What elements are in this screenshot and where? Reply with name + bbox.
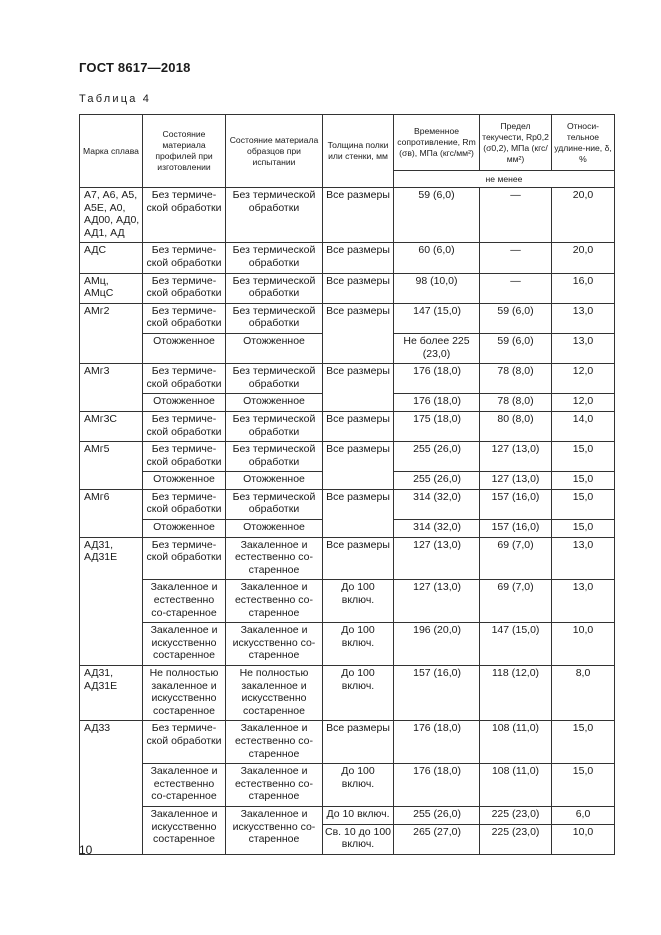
elongation-cell: 15,0 [552,520,615,538]
table-row [80,243,615,273]
yield-cell: 69 (7,0) [480,580,552,623]
thickness-cell: Все размеры [323,489,394,537]
state-profile-cell: Закаленное и искусственно состаренное [143,806,226,854]
table-row [80,303,615,333]
thickness-cell: Все размеры [323,537,394,580]
yield-cell: 225 (23,0) [480,806,552,824]
tensile-cell: 127 (13,0) [394,580,480,623]
thickness-cell: Все размеры [323,364,394,412]
tensile-cell: 176 (18,0) [394,764,480,807]
grade-cell: АМг3С [80,411,143,441]
header-tensile: Временное сопротивление, Rm (σв), МПа (кгс/мм²) [394,115,480,171]
grade-cell: АД31, АД31Е [80,537,143,665]
state-sample-cell: Не полностью закаленное и искусственно состаренное [226,666,323,721]
elongation-cell: 13,0 [552,580,615,623]
state-sample-cell: Закаленное и естественно со-старенное [226,721,323,764]
tensile-cell: 255 (26,0) [394,442,480,472]
elongation-cell: 15,0 [552,472,615,490]
table-row [80,580,615,623]
yield-cell: 127 (13,0) [480,472,552,490]
table-row [80,188,615,243]
tensile-cell: 127 (13,0) [394,537,480,580]
state-profile-cell: Без термиче-ской обработки [143,364,226,394]
tensile-cell: 196 (20,0) [394,623,480,666]
elongation-cell: 20,0 [552,188,615,243]
yield-cell: — [480,273,552,303]
state-profile-cell: Без термиче-ской обработки [143,442,226,472]
yield-cell: 108 (11,0) [480,721,552,764]
table-row [80,721,615,764]
thickness-cell: Все размеры [323,442,394,490]
grade-cell: А7, А6, А5, А5Е, А0, АД00, АД0, АД1, АД [80,188,143,243]
elongation-cell: 8,0 [552,666,615,721]
grade-cell: АМг2 [80,303,143,363]
grade-cell: АМг6 [80,489,143,537]
state-profile-cell: Закаленное и естественно со-старенное [143,764,226,807]
elongation-cell: 15,0 [552,764,615,807]
grade-cell: АД33 [80,721,143,854]
yield-cell: — [480,243,552,273]
thickness-cell: Все размеры [323,188,394,243]
header-grade: Марка сплава [80,115,143,188]
state-sample-cell: Без термической обработки [226,273,323,303]
page-number: 10 [79,843,93,857]
state-profile-cell: Отожженное [143,394,226,412]
yield-cell: 225 (23,0) [480,824,552,854]
state-profile-cell: Отожженное [143,520,226,538]
tensile-cell: 255 (26,0) [394,472,480,490]
tensile-cell: 176 (18,0) [394,364,480,394]
table-row [80,623,615,666]
properties-table [79,114,615,855]
table-row [80,666,615,721]
elongation-cell: 14,0 [552,411,615,441]
yield-cell: 157 (16,0) [480,520,552,538]
yield-cell: 147 (15,0) [480,623,552,666]
state-profile-cell: Отожженное [143,472,226,490]
state-profile-cell: Без термиче-ской обработки [143,721,226,764]
header-yield: Предел текучести, Rp0,2 (σ0,2), МПа (кгс/мм²) [480,115,552,171]
tensile-cell: 175 (18,0) [394,411,480,441]
elongation-cell: 15,0 [552,489,615,519]
tensile-cell: 176 (18,0) [394,721,480,764]
grade-cell: АД31, АД31Е [80,666,143,721]
elongation-cell: 12,0 [552,394,615,412]
state-sample-cell: Отожженное [226,333,323,363]
tensile-cell: 255 (26,0) [394,806,480,824]
state-profile-cell: Без термиче-ской обработки [143,273,226,303]
state-sample-cell: Закаленное и искусственно со-старенное [226,623,323,666]
yield-cell: 69 (7,0) [480,537,552,580]
thickness-cell: До 100 включ. [323,666,394,721]
thickness-cell: До 10 включ. [323,806,394,824]
yield-cell: 78 (8,0) [480,394,552,412]
header-state-profile: Состояние материала профилей при изготовлении [143,115,226,188]
state-profile-cell: Без термиче-ской обработки [143,411,226,441]
thickness-cell: Все размеры [323,411,394,441]
table-row [80,806,615,824]
elongation-cell: 15,0 [552,721,615,764]
thickness-cell: Все размеры [323,303,394,363]
yield-cell: 59 (6,0) [480,333,552,363]
table-row [80,537,615,580]
thickness-cell: До 100 включ. [323,623,394,666]
state-profile-cell: Закаленное и искусственно состаренное [143,623,226,666]
grade-cell: АМг3 [80,364,143,412]
thickness-cell: До 100 включ. [323,580,394,623]
state-sample-cell: Отожженное [226,394,323,412]
state-sample-cell: Без термической обработки [226,442,323,472]
state-profile-cell: Не полностью закаленное и искусственно состаренное [143,666,226,721]
elongation-cell: 15,0 [552,442,615,472]
tensile-cell: 147 (15,0) [394,303,480,333]
header-thickness: Толщина полки или стенки, мм [323,115,394,188]
elongation-cell: 13,0 [552,537,615,580]
elongation-cell: 10,0 [552,623,615,666]
state-sample-cell: Без термической обработки [226,489,323,519]
grade-cell: АМц, АМцС [80,273,143,303]
elongation-cell: 13,0 [552,303,615,333]
state-sample-cell: Отожженное [226,472,323,490]
state-sample-cell: Без термической обработки [226,243,323,273]
tensile-cell: 98 (10,0) [394,273,480,303]
tensile-cell: 59 (6,0) [394,188,480,243]
elongation-cell: 12,0 [552,364,615,394]
elongation-cell: 20,0 [552,243,615,273]
tensile-cell: Не более 225 (23,0) [394,333,480,363]
table-caption: Таблица 4 [79,93,152,105]
tensile-cell: 157 (16,0) [394,666,480,721]
grade-cell: АМг5 [80,442,143,490]
table-row [80,489,615,519]
grade-cell: АДС [80,243,143,273]
yield-cell: 157 (16,0) [480,489,552,519]
table-row [80,411,615,441]
yield-cell: 127 (13,0) [480,442,552,472]
state-sample-cell: Отожженное [226,520,323,538]
state-profile-cell: Закаленное и естественно со-старенное [143,580,226,623]
yield-cell: 78 (8,0) [480,364,552,394]
header-elongation: Относи-тельное удлине-ние, δ, % [552,115,615,171]
header-state-sample: Состояние материала образцов при испытании [226,115,323,188]
state-profile-cell: Без термиче-ской обработки [143,537,226,580]
yield-cell: 80 (8,0) [480,411,552,441]
thickness-cell: Все размеры [323,721,394,764]
elongation-cell: 10,0 [552,824,615,854]
thickness-cell: Св. 10 до 100 включ. [323,824,394,854]
table-row [80,442,615,472]
state-sample-cell: Без термической обработки [226,411,323,441]
table-row [80,273,615,303]
yield-cell: 108 (11,0) [480,764,552,807]
yield-cell: — [480,188,552,243]
state-sample-cell: Закаленное и естественно со-старенное [226,537,323,580]
state-profile-cell: Без термиче-ской обработки [143,489,226,519]
tensile-cell: 314 (32,0) [394,489,480,519]
tensile-cell: 265 (27,0) [394,824,480,854]
state-profile-cell: Без термиче-ской обработки [143,303,226,333]
yield-cell: 118 (12,0) [480,666,552,721]
table-row [80,764,615,807]
state-sample-cell: Закаленное и естественно со-старенное [226,580,323,623]
table-row [80,364,615,394]
elongation-cell: 13,0 [552,333,615,363]
elongation-cell: 6,0 [552,806,615,824]
state-sample-cell: Закаленное и искусственно со-старенное [226,806,323,854]
state-sample-cell: Закаленное и естественно со-старенное [226,764,323,807]
state-profile-cell: Отожженное [143,333,226,363]
header-not-less: не менее [394,171,615,188]
tensile-cell: 314 (32,0) [394,520,480,538]
yield-cell: 59 (6,0) [480,303,552,333]
state-profile-cell: Без термиче-ской обработки [143,188,226,243]
document-title: ГОСТ 8617—2018 [79,60,191,75]
tensile-cell: 176 (18,0) [394,394,480,412]
state-sample-cell: Без термической обработки [226,303,323,333]
thickness-cell: Все размеры [323,243,394,273]
thickness-cell: Все размеры [323,273,394,303]
state-sample-cell: Без термической обработки [226,364,323,394]
elongation-cell: 16,0 [552,273,615,303]
state-profile-cell: Без термиче-ской обработки [143,243,226,273]
thickness-cell: До 100 включ. [323,764,394,807]
tensile-cell: 60 (6,0) [394,243,480,273]
state-sample-cell: Без термической обработки [226,188,323,243]
